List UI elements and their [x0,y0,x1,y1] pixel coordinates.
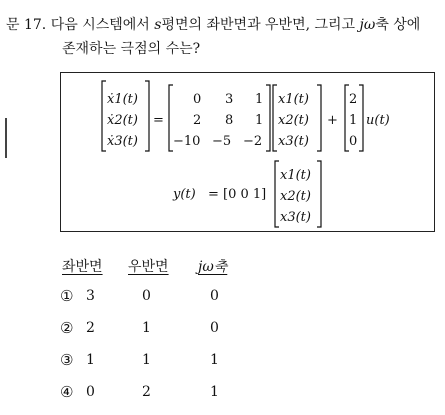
b-1: 2 [349,92,358,107]
plus-sign: + [327,113,338,128]
header-jw-axis: jω축 [198,259,228,275]
bracket-xdot-left [102,81,106,151]
choice-1[interactable] [0,286,445,306]
choice-number: ② [60,319,74,337]
choice-number: ④ [60,383,74,401]
a-33: −2 [243,134,263,149]
equals-sign: = [153,113,164,128]
a-21: 2 [193,113,202,128]
choice-jw-value: 1 [210,352,219,368]
x1: x1(t) [278,92,309,107]
b-2: 1 [349,113,358,128]
bracket-x-left [273,85,277,151]
question-text-part3: 축 상에 [375,17,421,33]
question-number: 문 17. [6,17,47,33]
bracket-b-right [359,85,363,151]
question-jw-symbol: jω [359,17,376,33]
choice-3[interactable] [0,350,445,370]
x3: x3(t) [278,134,309,149]
a-31: −10 [173,134,201,149]
x1-output: x1(t) [280,168,311,183]
xdot3: ẋ3(t) [107,134,138,149]
question-text-part2: 평면의 좌반면과 우반면, 그리고 [161,17,356,33]
question-s-symbol: s [154,17,162,33]
question-line-2: 존재하는 극점의 수는? [62,41,201,57]
bracket-x-right [317,85,321,151]
equation-svg [61,73,436,233]
header-right-half: 우반면 [128,259,169,275]
bracket-x2-right [317,161,321,227]
bracket-xdot-right [145,81,149,151]
choice-4[interactable] [0,382,445,402]
a-32: −5 [212,134,232,149]
bracket-x2-left [275,161,279,227]
y-output: y(t) [173,187,196,202]
b-3: 0 [349,134,358,149]
choice-jw-value: 0 [210,288,219,304]
a-12: 3 [225,92,234,107]
x2: x2(t) [278,113,309,128]
bracket-a-right [266,85,270,151]
a-22: 8 [225,113,234,128]
margin-mark [5,118,7,158]
xdot2: ẋ2(t) [107,113,138,128]
x3-output: x3(t) [280,210,311,225]
equation-box [60,72,435,232]
c-matrix: = [0 0 1] [208,187,267,202]
choice-left-value: 0 [86,384,95,400]
a-13: 1 [255,92,264,107]
choice-right-value: 1 [142,352,151,368]
choice-left-value: 1 [86,352,95,368]
a-23: 1 [255,113,264,128]
choice-2[interactable] [0,318,445,338]
choice-jw-value: 1 [210,384,219,400]
xdot1: ẋ1(t) [107,92,138,107]
choice-left-value: 2 [86,320,95,336]
choice-right-value: 1 [142,320,151,336]
choice-left-value: 3 [86,288,95,304]
question-text-part1: 다음 시스템에서 [50,17,150,33]
choice-right-value: 2 [142,384,151,400]
x2-output: x2(t) [280,189,311,204]
choice-number: ③ [60,351,74,369]
choice-number: ① [60,287,74,305]
choice-jw-value: 0 [210,320,219,336]
u-input: u(t) [366,113,390,128]
a-11: 0 [193,92,202,107]
header-left-half: 좌반면 [62,259,103,275]
choice-right-value: 0 [142,288,151,304]
question-line-1 [6,16,420,34]
